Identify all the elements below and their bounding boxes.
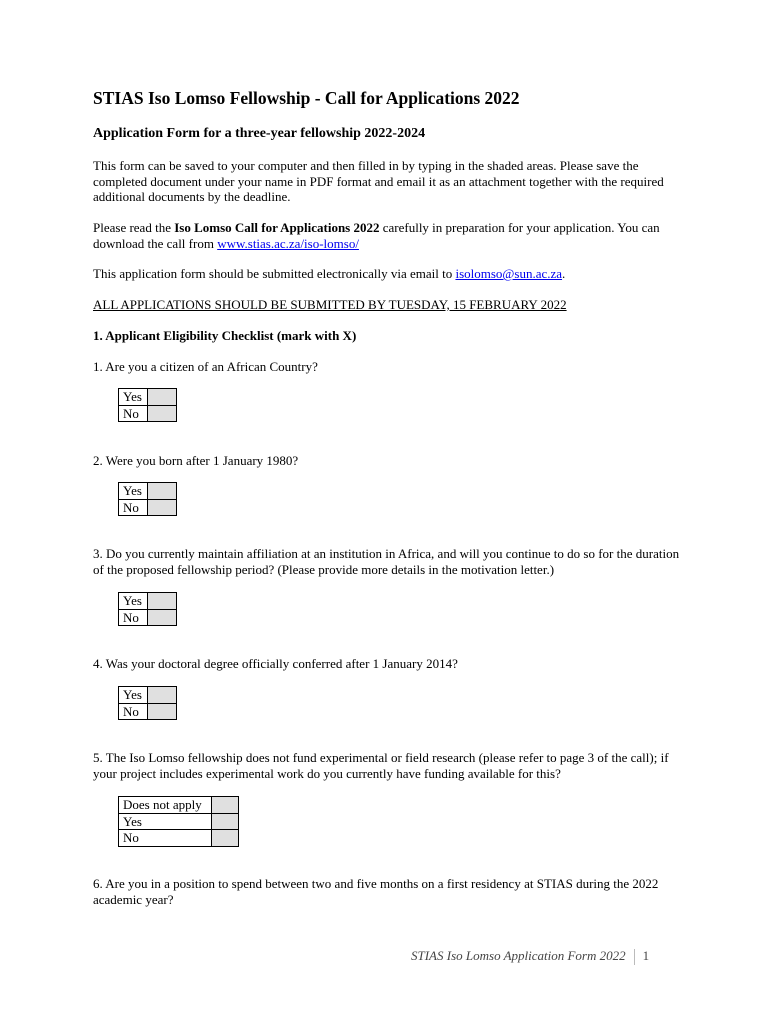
answer-field-yes[interactable]	[148, 483, 177, 500]
question-4: 4. Was your doctoral degree officially conferred after 1 January 2014?	[93, 656, 458, 671]
option-label: Does not apply	[119, 797, 212, 814]
call-title: Iso Lomso Call for Applications 2022	[174, 220, 380, 235]
option-label: Yes	[119, 389, 148, 406]
footer-divider	[634, 949, 635, 965]
question-1: 1. Are you a citizen of an African Country?	[93, 359, 318, 374]
option-label: No	[119, 405, 148, 422]
call-download-link[interactable]: www.stias.ac.za/iso-lomso/	[217, 235, 359, 251]
option-label: No	[119, 609, 148, 626]
deadline-notice: ALL APPLICATIONS SHOULD BE SUBMITTED BY TUESDAY, 15 FEBRUARY 2022	[93, 297, 567, 312]
page-footer	[411, 948, 649, 965]
question-2: 2. Were you born after 1 January 1980?	[93, 453, 299, 468]
page-title: STIAS Iso Lomso Fellowship - Call for Applications 2022	[93, 88, 520, 108]
read-call-paragraph: Please read the Iso Lomso Call for Applications 2022 carefully in preparation for your application. You can download the call from www.stias.ac.za/iso-lomso/	[93, 220, 660, 251]
answer-field-yes[interactable]	[148, 687, 177, 704]
option-label: No	[119, 830, 212, 847]
question-5: 5. The Iso Lomso fellowship does not fund experimental or field research (please refer to page 3 of the call); if your project includes experimental work do you currently have funding available for this?	[93, 750, 669, 781]
footer-title: STIAS Iso Lomso Application Form 2022	[411, 948, 626, 963]
answer-field-no[interactable]	[212, 830, 239, 847]
option-label: No	[119, 499, 148, 516]
option-label: Yes	[119, 593, 148, 610]
answer-field-yes[interactable]	[148, 593, 177, 610]
question-6: 6. Are you in a position to spend between two and five months on a first residency at STIAS during the 2022 academic year?	[93, 876, 659, 907]
checkbox-table-q5	[118, 796, 239, 847]
email-link[interactable]: isolomso@sun.ac.za	[455, 266, 563, 281]
checkbox-table-q1	[118, 388, 177, 422]
section-heading: 1. Applicant Eligibility Checklist (mark with X)	[93, 328, 357, 343]
answer-field-no[interactable]	[148, 609, 177, 626]
option-label: Yes	[119, 483, 148, 500]
answer-field-yes[interactable]	[212, 813, 239, 830]
answer-field-yes[interactable]	[148, 389, 177, 406]
intro-paragraph: This form can be saved to your computer and then filled in by typing in the shaded areas. Please save the completed document under your name in PDF format and email it as an attachment together with the required additional documents by the deadline.	[93, 158, 664, 204]
option-label: Yes	[119, 687, 148, 704]
answer-field-does-not-apply[interactable]	[212, 797, 239, 814]
checkbox-table-q2	[118, 482, 177, 516]
checkbox-table-q3	[118, 592, 177, 626]
page-number: 1	[642, 948, 650, 963]
option-label: Yes	[119, 813, 212, 830]
answer-field-no[interactable]	[148, 405, 177, 422]
question-3: 3. Do you currently maintain affiliation at an institution in Africa, and will you continue to do so for the duration of the proposed fellowship period? (Please provide more details in the motivation letter.)	[93, 546, 680, 577]
submit-paragraph: This application form should be submitted electronically via email to isolomso@sun.ac.za.	[93, 266, 566, 281]
option-label: No	[119, 703, 148, 720]
form-subtitle: Application Form for a three-year fellowship 2022-2024	[93, 126, 426, 141]
checkbox-table-q4	[118, 686, 177, 720]
answer-field-no[interactable]	[148, 499, 177, 516]
answer-field-no[interactable]	[148, 703, 177, 720]
